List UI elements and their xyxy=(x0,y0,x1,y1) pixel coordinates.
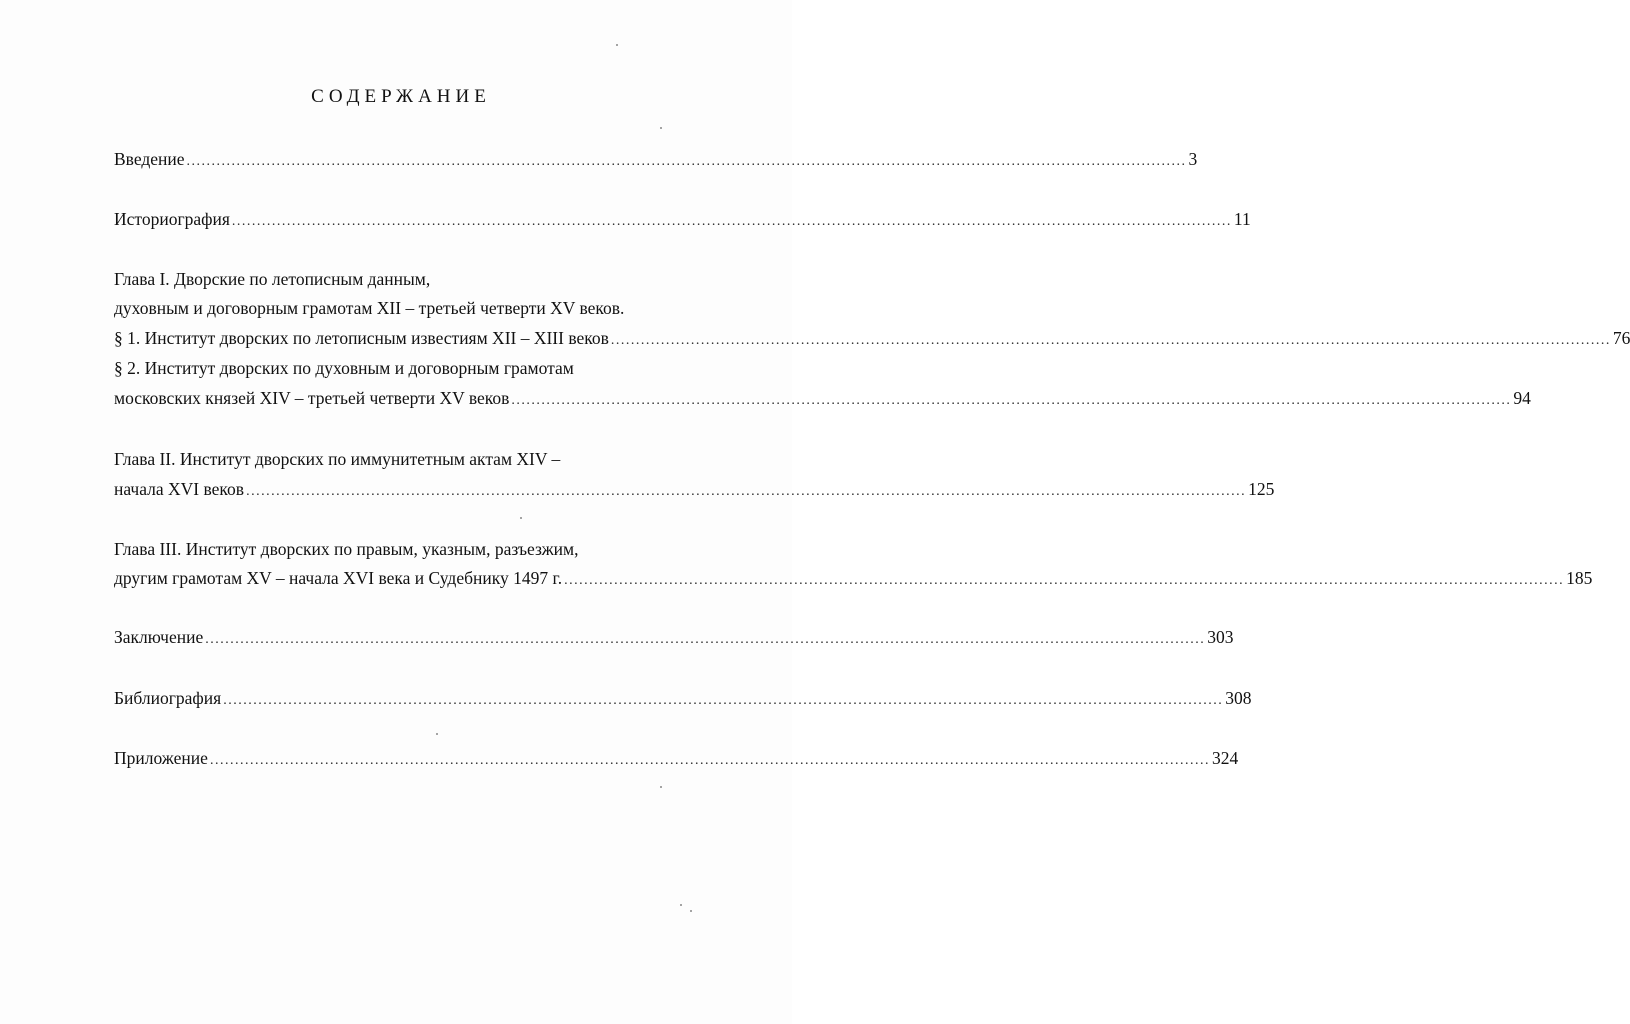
toc-label: московских князей XIV – третьей четверти XV веков xyxy=(114,388,510,408)
toc-page-number: 76 xyxy=(1612,328,1630,348)
toc-entry-appendix[interactable] xyxy=(114,747,1239,772)
toc-entry-conclusion[interactable] xyxy=(114,626,1234,651)
toc-page-number: 94 xyxy=(1513,388,1531,408)
leader-dots: ........................................................................................................................................................................................................ xyxy=(246,484,1247,499)
leader-dots: ........................................................................................................................................................................................................ xyxy=(209,753,1210,768)
chapter2-title-line1: Глава II. Институт дворских по иммунитетным актам XIV – xyxy=(114,449,561,469)
toc-label: начала XVI веков xyxy=(114,479,245,499)
leader-dots: ........................................................................................................................................................................................................ xyxy=(564,573,1565,588)
toc-entry-intro[interactable] xyxy=(114,148,1198,173)
scan-speck xyxy=(690,910,692,912)
toc-label: Приложение xyxy=(114,748,208,768)
toc-entry-historiography[interactable] xyxy=(114,208,1251,233)
toc-label: Заключение xyxy=(114,627,204,647)
chapter1-title-line2: духовным и договорным грамотам XII – третьей четверти XV веков. xyxy=(114,298,625,318)
toc-label: § 1. Институт дворских по летописным известиям XII – XIII веков xyxy=(114,328,609,348)
toc-entry-chapter1-section2[interactable] xyxy=(114,387,1531,412)
chapter1-title-line1: Глава I. Дворские по летописным данным, xyxy=(114,269,431,289)
toc-entry-chapter2[interactable] xyxy=(114,478,1275,503)
scan-speck xyxy=(660,786,662,788)
toc-entry-chapter3[interactable] xyxy=(114,567,1593,592)
page-title: СОДЕРЖАНИЕ xyxy=(311,86,491,107)
toc-page-number: 324 xyxy=(1211,748,1239,768)
scan-speck xyxy=(680,904,682,906)
scan-speck xyxy=(660,127,662,129)
toc-label: Библиография xyxy=(114,688,222,708)
leader-dots: ........................................................................................................................................................................................................ xyxy=(511,393,1512,408)
toc-page-number: 185 xyxy=(1566,568,1593,588)
toc-entry-bibliography[interactable] xyxy=(114,687,1252,712)
toc-label: Историография xyxy=(114,209,230,229)
leader-dots: ........................................................................................................................................................................................................ xyxy=(231,214,1232,229)
toc-entry-chapter1-section1[interactable] xyxy=(114,327,1630,352)
scan-speck xyxy=(436,733,438,735)
toc-page-number: 3 xyxy=(1188,149,1198,169)
chapter1-section2-line1: § 2. Институт дворских по духовным и договорным грамотам xyxy=(114,358,574,378)
toc-page-number: 125 xyxy=(1248,479,1275,499)
toc-label: другим грамотам XV – начала XVI века и Судебнику 1497 г. xyxy=(114,568,563,588)
leader-dots: ........................................................................................................................................................................................................ xyxy=(186,154,1187,169)
toc-page-number: 308 xyxy=(1225,688,1252,708)
scan-speck xyxy=(616,44,618,46)
leader-dots: ........................................................................................................................................................................................................ xyxy=(223,693,1224,708)
toc-page-number: 11 xyxy=(1233,209,1251,229)
leader-dots: ........................................................................................................................................................................................................ xyxy=(205,632,1206,647)
leader-dots: ........................................................................................................................................................................................................ xyxy=(610,333,1611,348)
scan-speck xyxy=(520,517,522,519)
chapter3-title-line1: Глава III. Институт дворских по правым, указным, разъезжим, xyxy=(114,539,579,559)
toc-label: Введение xyxy=(114,149,185,169)
toc-page-number: 303 xyxy=(1207,627,1234,647)
